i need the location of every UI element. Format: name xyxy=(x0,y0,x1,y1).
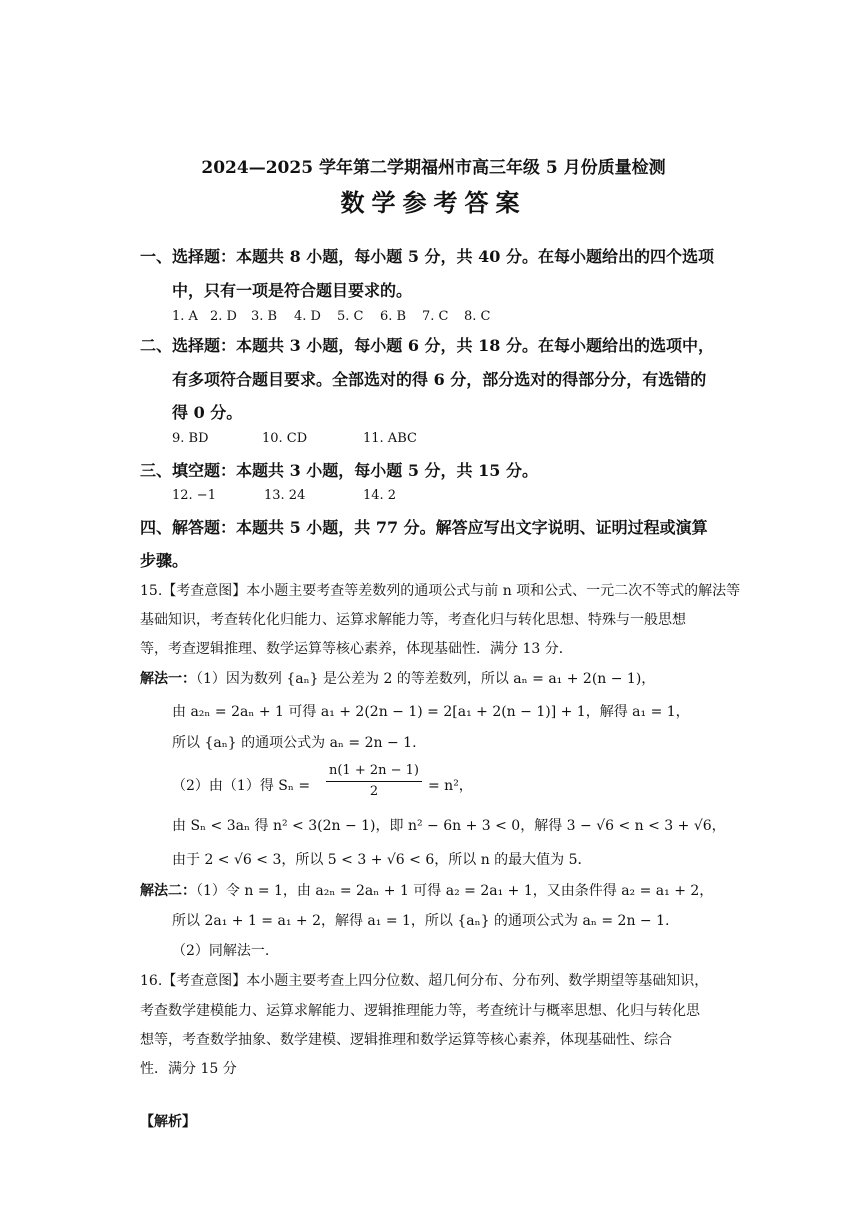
q15-method1-line3: 所以 {aₙ} 的通项公式为 aₙ = 2n − 1. xyxy=(172,735,417,751)
answer-12: 12. −1 xyxy=(172,488,216,503)
q15-fraction-bar xyxy=(326,781,422,782)
answer-14: 14. 2 xyxy=(363,488,397,503)
answer-6: 6. B xyxy=(380,309,407,324)
q15-method1-line1 xyxy=(140,668,655,688)
q15-method2-line1 xyxy=(140,880,713,900)
q16-intro-line2: 考查数学建模能力、运算求解能力、逻辑推理能力等，考查统计与概率思想、化归与转化思 xyxy=(140,1003,700,1019)
section4-heading-line1: 四、解答题：本题共 5 小题，共 77 分。解答应写出文字说明、证明过程或演算 xyxy=(140,518,708,537)
q15-method1-label: 解法一： xyxy=(140,671,196,687)
q15-method1-line6: 由于 2 < √6 < 3，所以 5 < 3 + √6 < 6，所以 n 的最大值为 5． xyxy=(172,852,592,868)
answer-7: 7. C xyxy=(422,309,449,324)
answer-2: 2. D xyxy=(210,309,237,324)
q15-intro-line3: 等，考查逻辑推理、数学运算等核心素养，体现基础性．满分 13 分． xyxy=(140,641,573,657)
q15-sum-prefix: （2）由（1）得 Sₙ = xyxy=(172,778,311,794)
q15-method2-line2: 所以 2a₁ + 1 = a₁ + 2，解得 a₁ = 1，所以 {aₙ} 的通项公式为 aₙ = 2n − 1. xyxy=(172,913,670,929)
answer-1: 1. A xyxy=(172,309,198,324)
q15-method1-text1: （1）因为数列 {aₙ} 是公差为 2 的等差数列，所以 aₙ = a₁ + 2(n − 1)， xyxy=(196,671,656,687)
q15-method2-line3: （2）同解法一. xyxy=(172,943,270,959)
q15-method2-text1: （1）令 n = 1，由 a₂ₙ = 2aₙ + 1 可得 a₂ = 2a₁ + 1，又由条件得 a₂ = a₁ + 2， xyxy=(196,883,714,899)
q15-sum-suffix: = n²， xyxy=(428,778,473,794)
answer-8: 8. C xyxy=(464,309,491,324)
q15-method1-line5: 由 Sₙ < 3aₙ 得 n² < 3(2n − 1)，即 n² − 6n + 3 < 0，解得 3 − √6 < n < 3 + √6， xyxy=(172,818,726,834)
answer-4: 4. D xyxy=(294,309,321,324)
answer-11: 11. ABC xyxy=(363,431,417,446)
q15-sum-numerator: n(1 + 2n − 1) xyxy=(328,763,420,778)
document-title: 2024—2025 学年第二学期福州市高三年级 5 月份质量检测 xyxy=(201,158,666,178)
q16-analysis-heading: 【解析】 xyxy=(140,1114,196,1130)
document-subtitle: 数学参考答案 xyxy=(340,188,527,217)
q15-intro-line2: 基础知识，考查转化化归能力、运算求解能力等，考查化归与转化思想、特殊与一般思想 xyxy=(140,612,686,628)
q15-method2-label: 解法二： xyxy=(140,883,196,899)
section4-heading-line2: 步骤。 xyxy=(140,551,189,570)
answer-3: 3. B xyxy=(251,309,278,324)
answer-5: 5. C xyxy=(337,309,364,324)
q15-intro-line1: 15.【考查意图】本小题主要考查等差数列的通项公式与前 n 项和公式、一元二次不等式的解法等 xyxy=(140,583,741,599)
q15-sum-denominator: 2 xyxy=(369,784,379,799)
answer-13: 13. 24 xyxy=(264,488,306,503)
q16-intro-line4: 性．满分 15 分 xyxy=(140,1061,237,1077)
answer-9: 9. BD xyxy=(172,431,209,446)
section2-heading-line2: 有多项符合题目要求。全部选对的得 6 分，部分选对的得部分分，有选错的 xyxy=(172,370,707,389)
section2-heading-line3: 得 0 分。 xyxy=(172,403,243,422)
q16-intro-line1: 16.【考查意图】本小题主要考查上四分位数、超几何分布、分布列、数学期望等基础知识， xyxy=(140,973,709,989)
section1-heading-line1: 一、选择题：本题共 8 小题，每小题 5 分，共 40 分。在每小题给出的四个选项 xyxy=(140,247,714,266)
q16-intro-line3: 想等，考查数学抽象、数学建模、逻辑推理和数学运算等核心素养，体现基础性、综合 xyxy=(140,1032,672,1048)
section1-heading-line2: 中，只有一项是符合题目要求的。 xyxy=(172,281,413,300)
answer-10: 10. CD xyxy=(262,431,308,446)
section3-heading: 三、填空题：本题共 3 小题，每小题 5 分，共 15 分。 xyxy=(140,461,538,480)
section2-heading-line1: 二、选择题：本题共 3 小题，每小题 6 分，共 18 分。在每小题给出的选项中， xyxy=(140,336,714,355)
q15-method1-line2: 由 a₂ₙ = 2aₙ + 1 可得 a₁ + 2(2n − 1) = 2[a₁ + 2(n − 1)] + 1，解得 a₁ = 1， xyxy=(172,704,690,720)
